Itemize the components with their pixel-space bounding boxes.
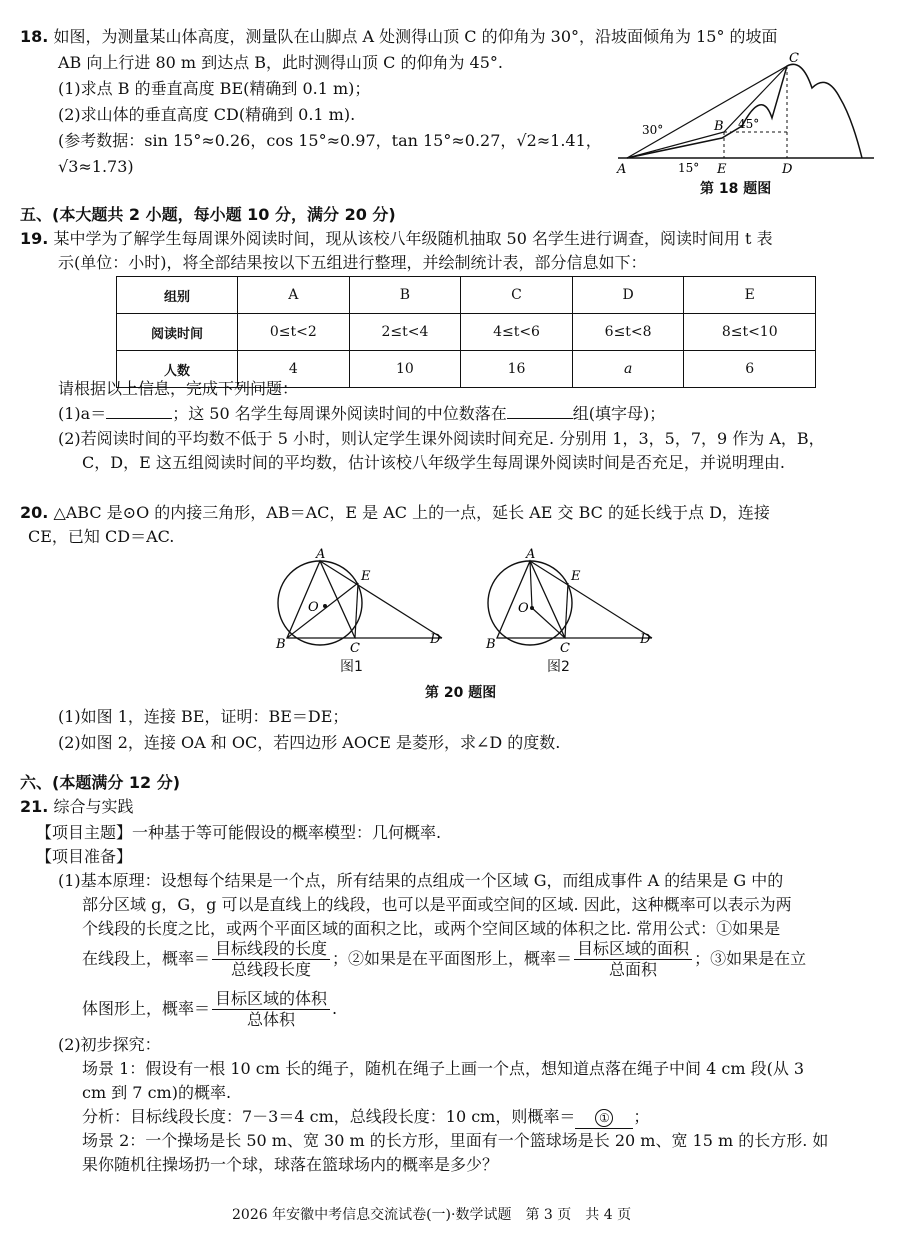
q20-figure-1 <box>270 548 460 668</box>
q19-text-2: 示(单位：小时)，将全部结果按以下五组进行整理，并绘制统计表，部分信息如下： <box>58 253 647 272</box>
angle-45-label: 45° <box>738 117 760 131</box>
q19-stats-table <box>116 276 816 388</box>
table-cell: C <box>461 277 573 314</box>
table-header-cell: 组别 <box>117 277 238 314</box>
table-cell: 8≤t<10 <box>684 314 816 351</box>
q21-formula-line-2 <box>82 988 337 1030</box>
q21-theme: 【项目主题】一种基于等可能假设的概率模型：几何概率. <box>36 823 442 842</box>
q19-part1-b: ；这 50 名学生每周课外阅读时间的中位数落在 <box>172 404 507 423</box>
page-footer: 2026 年安徽中考信息交流试卷(一)·数学试题 第 3 页 共 4 页 <box>232 1207 632 1223</box>
fraction-denominator: 总线段长度 <box>231 960 312 979</box>
table-header-cell: 阅读时间 <box>117 314 238 351</box>
table-cell: 10 <box>349 351 461 388</box>
label-d: D <box>640 632 651 647</box>
q21-analysis <box>82 1106 649 1129</box>
formula-1-middle: ；②如果是在平面图形上，概率＝ <box>332 949 573 968</box>
q21-prep-heading: 【项目准备】 <box>36 847 133 866</box>
table-cell: D <box>572 277 684 314</box>
q20-text-1: △ABC 是⊙O 的内接三角形，AB＝AC，E 是 AC 上的一点，延长 AE 交 BC 的延长线于点 D，连接 <box>53 503 770 522</box>
line-oc <box>532 608 565 638</box>
q20-line1 <box>20 502 770 524</box>
q20-number: 20. <box>20 503 49 522</box>
q19-part2-b: C，D，E 这五组阅读时间的平均数，估计该校八年级学生每周课外阅读时间是否充足，并说明理由. <box>82 453 785 472</box>
q21-title: 综合与实践 <box>53 797 134 816</box>
q19-part1-c: 组(填字母)； <box>572 404 666 423</box>
label-b: B <box>714 119 724 134</box>
table-header-cell: 人数 <box>117 351 238 388</box>
center-point <box>323 604 327 608</box>
label-o: O <box>518 601 529 616</box>
angle-30-label: 30° <box>642 123 664 137</box>
label-b: B <box>486 637 496 652</box>
table-cell: a <box>572 351 684 388</box>
q18-figure-caption: 第 18 题图 <box>700 181 772 197</box>
label-o: O <box>308 600 319 615</box>
label-c: C <box>789 51 799 66</box>
angle-15-label: 15° <box>678 161 700 175</box>
q20-figure-caption: 第 20 题图 <box>425 685 497 701</box>
q21-scene2-b: 果你随机往操场扔一个球，球落在篮球场内的概率是多少？ <box>82 1155 499 1174</box>
q18-number: 18. <box>20 27 49 46</box>
line-ad <box>320 561 442 638</box>
q21-formula-line-1 <box>82 938 806 980</box>
label-c: C <box>560 641 570 656</box>
formula-3-prefix: 体图形上，概率＝ <box>82 999 211 1018</box>
line-be <box>287 583 358 638</box>
triangle-abc <box>287 561 355 638</box>
q21-explore-heading: (2)初步探究： <box>58 1035 161 1054</box>
label-b: B <box>276 637 286 652</box>
q18-line1 <box>20 26 778 48</box>
q21-basic-1: (1)基本原理：设想每个结果是一个点，所有结果的点组成一个区域 G，而组成事件 A 的结果是 G 中的 <box>58 871 784 890</box>
q21-line1 <box>20 796 133 818</box>
formula-2-suffix: ；③如果是在立 <box>694 949 807 968</box>
analysis-suffix: ； <box>633 1107 650 1126</box>
sight-line-ac <box>627 66 787 158</box>
q20-fig2-caption: 图2 <box>547 659 570 675</box>
table-cell: 4≤t<6 <box>461 314 573 351</box>
table-cell: A <box>238 277 350 314</box>
label-a: A <box>316 548 326 562</box>
table-cell: B <box>349 277 461 314</box>
center-point <box>530 606 534 610</box>
blank-marker: ① <box>595 1109 613 1127</box>
table-cell: 0≤t<2 <box>238 314 350 351</box>
table-row <box>117 277 816 314</box>
table-cell: 4 <box>238 351 350 388</box>
answer-blank-1 <box>575 1106 633 1129</box>
analysis-text: 分析：目标线段长度：7－3＝4 cm，总线段长度：10 cm，则概率＝ <box>82 1107 576 1126</box>
label-a: A <box>617 162 627 177</box>
section6-heading: 六、(本题满分 12 分) <box>20 773 181 792</box>
q18-ref-data-1: (参考数据：sin 15°≈0.26，cos 15°≈0.97，tan 15°≈0.27，√2≈1.41， <box>58 131 602 150</box>
label-c: C <box>350 641 360 656</box>
q19-part1-a: (1)a＝ <box>58 404 107 423</box>
label-e: E <box>717 162 727 177</box>
fraction-numerator: 目标区域的体积 <box>212 989 330 1010</box>
q19-number: 19. <box>20 229 49 248</box>
line-ce <box>565 583 568 638</box>
table-cell: 2≤t<4 <box>349 314 461 351</box>
line-oa <box>530 561 532 608</box>
q18-part2: (2)求山体的垂直高度 CD(精确到 0.1 m). <box>58 105 356 124</box>
q19-intro: 请根据以上信息，完成下列问题： <box>58 379 299 398</box>
answer-blank-a <box>106 402 172 419</box>
table-cell: 6≤t<8 <box>572 314 684 351</box>
formula-3-suffix: . <box>332 999 338 1018</box>
fraction-segment <box>212 939 330 980</box>
q21-basic-3: 个线段的长度之比，或两个平面区域的面积之比，或两个空间区域的体积之比. 常用公式：①如果是 <box>82 919 781 938</box>
table-cell: 6 <box>684 351 816 388</box>
label-e: E <box>361 569 371 584</box>
q19-part2-a: (2)若阅读时间的平均数不低于 5 小时，则认定学生课外阅读时间充足. 分别用 1，3，5，7，9 作为 A，B， <box>58 429 825 448</box>
label-a: A <box>526 548 536 562</box>
label-e: E <box>571 569 581 584</box>
q21-number: 21. <box>20 797 49 816</box>
q20-fig1-caption: 图1 <box>340 659 363 675</box>
q20-part2: (2)如图 2，连接 OA 和 OC，若四边形 AOCE 是菱形，求∠D 的度数. <box>58 733 561 752</box>
answer-blank-median <box>507 402 573 419</box>
label-d: D <box>782 162 793 177</box>
table-cell: E <box>684 277 816 314</box>
table-cell: 16 <box>461 351 573 388</box>
q18-text-1: 如图，为测量某山体高度，测量队在山脚点 A 处测得山顶 C 的仰角为 30°，沿坡面倾角为 15° 的坡面 <box>53 27 778 46</box>
q18-part1: (1)求点 B 的垂直高度 BE(精确到 0.1 m)； <box>58 79 371 98</box>
fraction-denominator: 总面积 <box>609 960 658 979</box>
q20-figure-2 <box>480 548 670 668</box>
q20-text-2: CE，已知 CD＝AC. <box>28 527 175 546</box>
line-ce <box>355 583 358 638</box>
q20-part1: (1)如图 1，连接 BE，证明：BE＝DE； <box>58 707 349 726</box>
fraction-numerator: 目标区域的面积 <box>574 939 692 960</box>
q21-basic-2: 部分区域 g，G，g 可以是直线上的线段，也可以是平面或空间的区域. 因此，这种概率可以表示为两 <box>82 895 792 914</box>
q19-line1 <box>20 228 773 250</box>
line-ad <box>530 561 652 638</box>
circle-o <box>278 561 362 645</box>
q21-scene2-a: 场景 2：一个操场是长 50 m、宽 30 m 的长方形，里面有一个篮球场是长 20 m、宽 15 m 的长方形. 如 <box>82 1131 829 1150</box>
q19-part1 <box>58 402 665 425</box>
label-d: D <box>430 632 441 647</box>
q19-text-1: 某中学为了解学生每周课外阅读时间，现从该校八年级随机抽取 50 名学生进行调查，阅读时间用 t 表 <box>53 229 773 248</box>
section5-heading: 五、(本大题共 2 小题，每小题 10 分，满分 20 分) <box>20 205 396 224</box>
fraction-denominator: 总体积 <box>247 1010 296 1029</box>
q21-scene1-b: cm 到 7 cm)的概率. <box>82 1083 232 1102</box>
q18-ref-data-2: √3≈1.73) <box>58 157 134 176</box>
fraction-area <box>574 939 692 980</box>
q18-text-2: AB 向上行进 80 m 到达点 B，此时测得山顶 C 的仰角为 45°. <box>58 53 503 72</box>
q18-mountain-figure <box>612 48 882 178</box>
fraction-numerator: 目标线段的长度 <box>212 939 330 960</box>
fraction-volume <box>212 989 330 1030</box>
q21-scene1-a: 场景 1：假设有一根 10 cm 长的绳子，随机在绳子上画一个点，想知道点落在绳子中间 4 cm 段(从 3 <box>82 1059 805 1078</box>
formula-1-prefix: 在线段上，概率＝ <box>82 949 211 968</box>
table-row <box>117 314 816 351</box>
